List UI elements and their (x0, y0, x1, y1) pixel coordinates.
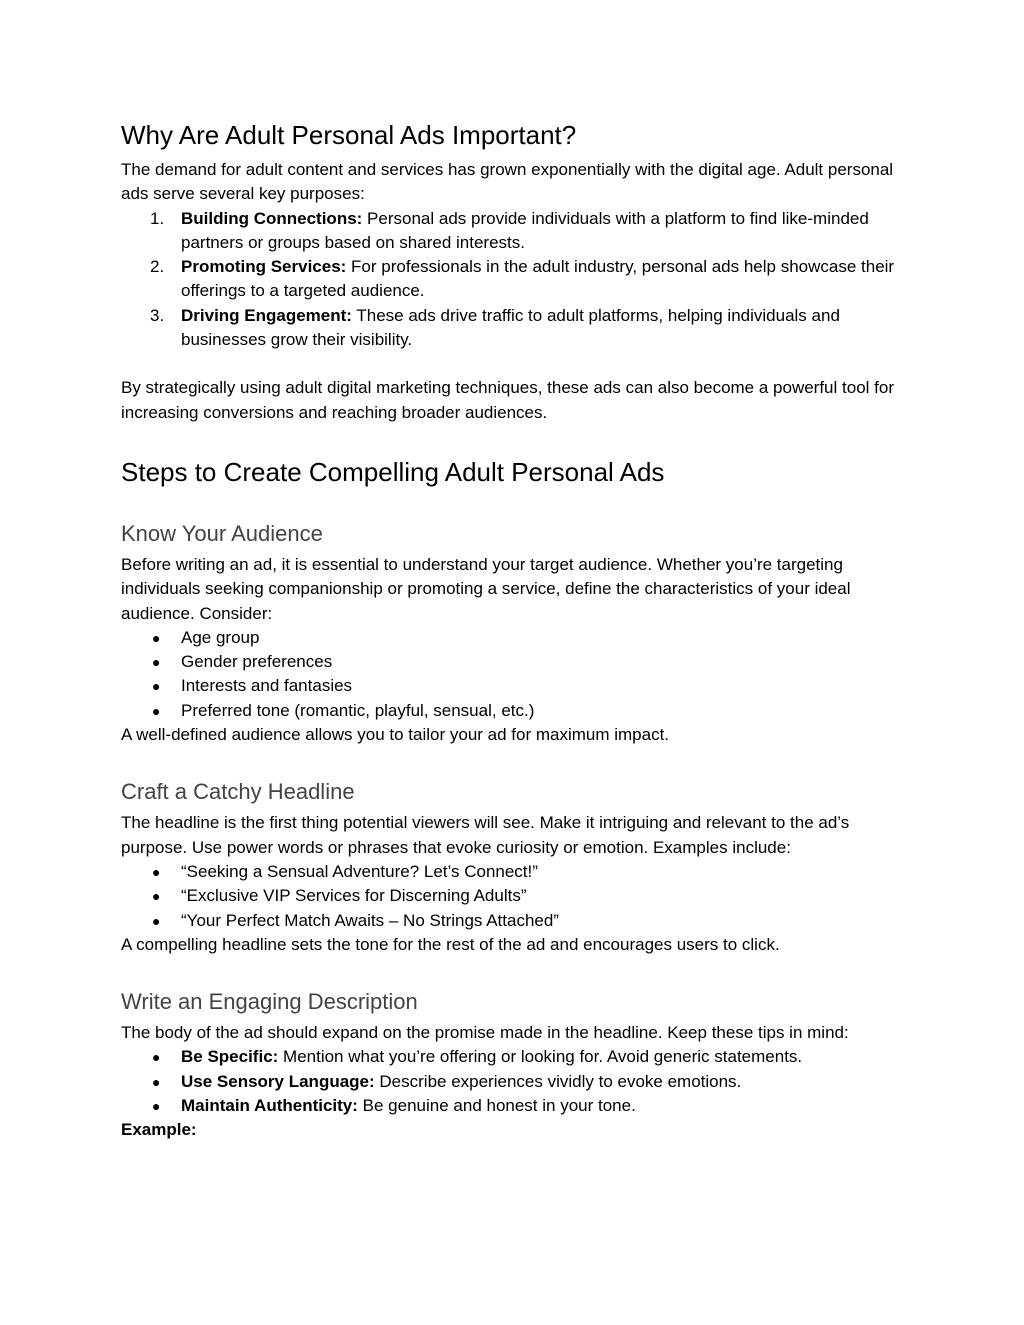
item-bold-label: Maintain Authenticity: (181, 1096, 358, 1116)
bullet-icon: ● (152, 654, 161, 671)
item-bold-label: Building Connections: (181, 208, 363, 228)
list-item (121, 207, 911, 256)
audience-bullets (121, 626, 911, 723)
bullet-icon: ● (152, 1098, 161, 1115)
subheading-description: Write an Engaging Description (121, 989, 418, 1015)
item-text: Be genuine and honest in your tone. (357, 1096, 636, 1116)
item-text: Describe experiences vividly to evoke emotions. (374, 1071, 742, 1091)
headline-closing: A compelling headline sets the tone for the rest of the ad and encourages users to click. (121, 934, 780, 954)
list-item (121, 255, 911, 304)
item-text: Gender preferences (181, 652, 333, 672)
audience-intro: Before writing an ad, it is essential to understand your target audience. Whether you’re targeting individuals seeking companionship or promoting a service, define the characteristics of your ideal audience. Consider: (121, 554, 851, 623)
item-text: Personal ads provide individuals with a platform to find like-minded partners or groups based on shared interests. (181, 208, 869, 252)
list-item (121, 909, 911, 933)
item-text: Age group (181, 627, 260, 647)
list-item (121, 674, 911, 698)
bullet-icon: ● (152, 678, 161, 695)
list-number: 3. (150, 305, 165, 325)
example-label-text: Example: (121, 1120, 197, 1140)
item-bold-label: Promoting Services: (181, 257, 347, 277)
list-item (121, 304, 911, 353)
item-text: “Seeking a Sensual Adventure? Let’s Connect!” (181, 861, 538, 881)
headline-intro: The headline is the first thing potential viewers will see. Make it intriguing and relevant to the ad’s purpose. Use power words or phrases that evoke curiosity or emotion. Examples include: (121, 813, 850, 857)
item-bold-label: Be Specific: (181, 1047, 279, 1067)
description-bullets (121, 1045, 911, 1118)
importance-intro: The demand for adult content and services has grown exponentially with the digital age. Adult personal ads serve several key purposes: (121, 160, 894, 204)
list-item (121, 860, 911, 884)
purposes-list (121, 207, 911, 353)
bullet-icon: ● (152, 1073, 161, 1090)
list-item (121, 1045, 911, 1069)
example-label (121, 1118, 911, 1142)
item-text: Mention what you’re offering or looking for. Avoid generic statements. (278, 1047, 803, 1067)
section-heading-steps: Steps to Create Compelling Adult Personal Ads (121, 456, 665, 487)
importance-closing: By strategically using adult digital marketing techniques, these ads can also become a powerful tool for increasing conversions and reaching broader audiences. (121, 378, 894, 422)
subheading-audience: Know Your Audience (121, 520, 323, 546)
audience-closing: A well-defined audience allows you to tailor your ad for maximum impact. (121, 725, 670, 745)
bullet-icon: ● (152, 702, 161, 719)
item-text: These ads drive traffic to adult platforms, helping individuals and businesses grow their visibility. (181, 305, 840, 350)
item-text: “Exclusive VIP Services for Discerning Adults” (181, 886, 527, 906)
document-page (121, 118, 911, 1143)
item-text: “Your Perfect Match Awaits – No Strings Attached” (181, 910, 559, 930)
bullet-icon: ● (152, 629, 161, 646)
list-item (121, 699, 911, 723)
list-item (121, 884, 911, 908)
list-number: 1. (150, 208, 165, 228)
list-item (121, 626, 911, 650)
item-bold-label: Use Sensory Language: (181, 1071, 375, 1091)
bullet-icon: ● (152, 888, 161, 905)
item-text: Interests and fantasies (181, 676, 353, 696)
headline-bullets (121, 860, 911, 933)
description-intro: The body of the ad should expand on the promise made in the headline. Keep these tips in mind: (121, 1023, 849, 1043)
subheading-headline: Craft a Catchy Headline (121, 779, 355, 805)
item-text: Preferred tone (romantic, playful, sensual, etc.) (181, 700, 535, 720)
bullet-icon: ● (152, 1049, 161, 1066)
item-bold-label: Driving Engagement: (181, 305, 352, 325)
bullet-icon: ● (152, 912, 161, 929)
section-heading-importance: Why Are Adult Personal Ads Important? (121, 120, 577, 150)
list-item (121, 1070, 911, 1094)
list-item (121, 1094, 911, 1118)
list-number: 2. (150, 257, 165, 277)
bullet-icon: ● (152, 863, 161, 880)
list-item (121, 650, 911, 674)
item-text: For professionals in the adult industry, personal ads help showcase their offerings to a targeted audience. (181, 257, 895, 301)
